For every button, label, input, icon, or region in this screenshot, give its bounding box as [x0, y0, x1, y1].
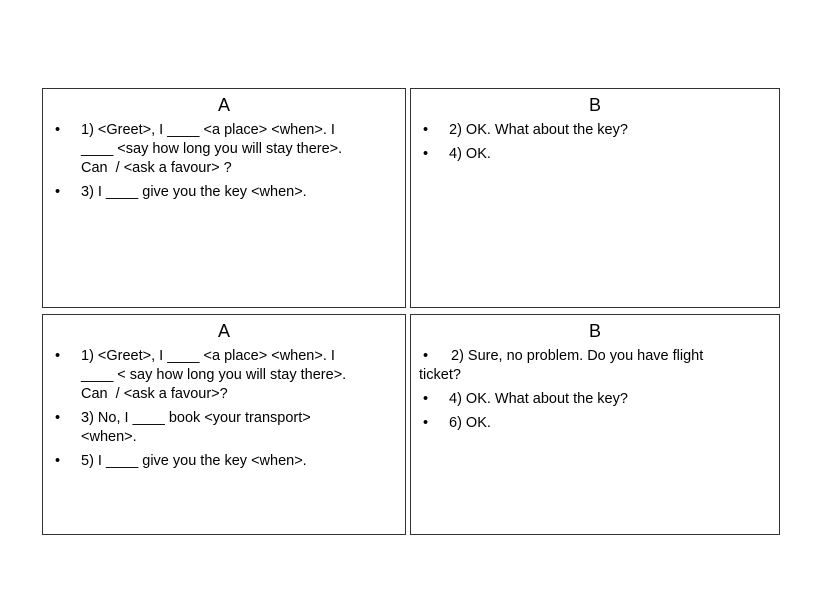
list-item-text: 2) Sure, no problem. Do you have flight ticket?	[419, 348, 704, 383]
bullet-icon: •	[55, 122, 61, 138]
list-item-text: 1) <Greet>, I ____ <a place> <when>. I ____ < say how long you will stay there>. Can / <ask a favour>?	[81, 348, 347, 402]
list-item-text: 3) No, I ____ book <your transport> <when>.	[81, 410, 311, 445]
card-item-list	[411, 121, 779, 164]
list-item-text: 5) I ____ give you the key <when>.	[81, 453, 307, 469]
bullet-icon: •	[55, 410, 61, 426]
list-item	[411, 145, 779, 164]
list-item-text: 2) OK. What about the key?	[449, 122, 628, 138]
card-title: A	[217, 321, 230, 341]
list-item	[43, 409, 405, 447]
card-b-bottom	[410, 314, 780, 535]
bullet-icon: •	[423, 415, 429, 431]
bullet-icon: •	[55, 184, 61, 200]
list-item	[43, 347, 405, 404]
card-a-bottom	[42, 314, 406, 535]
bullet-icon: •	[55, 453, 61, 469]
card-item-list	[411, 347, 779, 433]
list-item-text: 1) <Greet>, I ____ <a place> <when>. I ____ <say how long you will stay there>. Can / <ask a favour> ?	[81, 122, 343, 176]
list-item	[43, 452, 405, 471]
card-title: A	[217, 95, 230, 115]
card-title: B	[588, 321, 601, 341]
list-item	[411, 121, 779, 140]
bullet-icon: •	[423, 122, 429, 138]
list-item	[43, 183, 405, 202]
card-title: B	[588, 95, 601, 115]
card-a-top	[42, 88, 406, 308]
card-item-list	[43, 347, 405, 471]
list-item	[411, 390, 779, 409]
bullet-icon: •	[423, 348, 429, 364]
list-item-text: 6) OK.	[449, 415, 491, 431]
list-item-text: 4) OK. What about the key?	[449, 391, 628, 407]
list-item	[411, 347, 779, 385]
list-item-text: 3) I ____ give you the key <when>.	[81, 184, 307, 200]
card-item-list	[43, 121, 405, 202]
bullet-icon: •	[55, 348, 61, 364]
list-item	[411, 414, 779, 433]
list-item	[43, 121, 405, 178]
bullet-icon: •	[423, 146, 429, 162]
list-item-text: 4) OK.	[449, 146, 491, 162]
card-b-top	[410, 88, 780, 308]
bullet-icon: •	[423, 391, 429, 407]
